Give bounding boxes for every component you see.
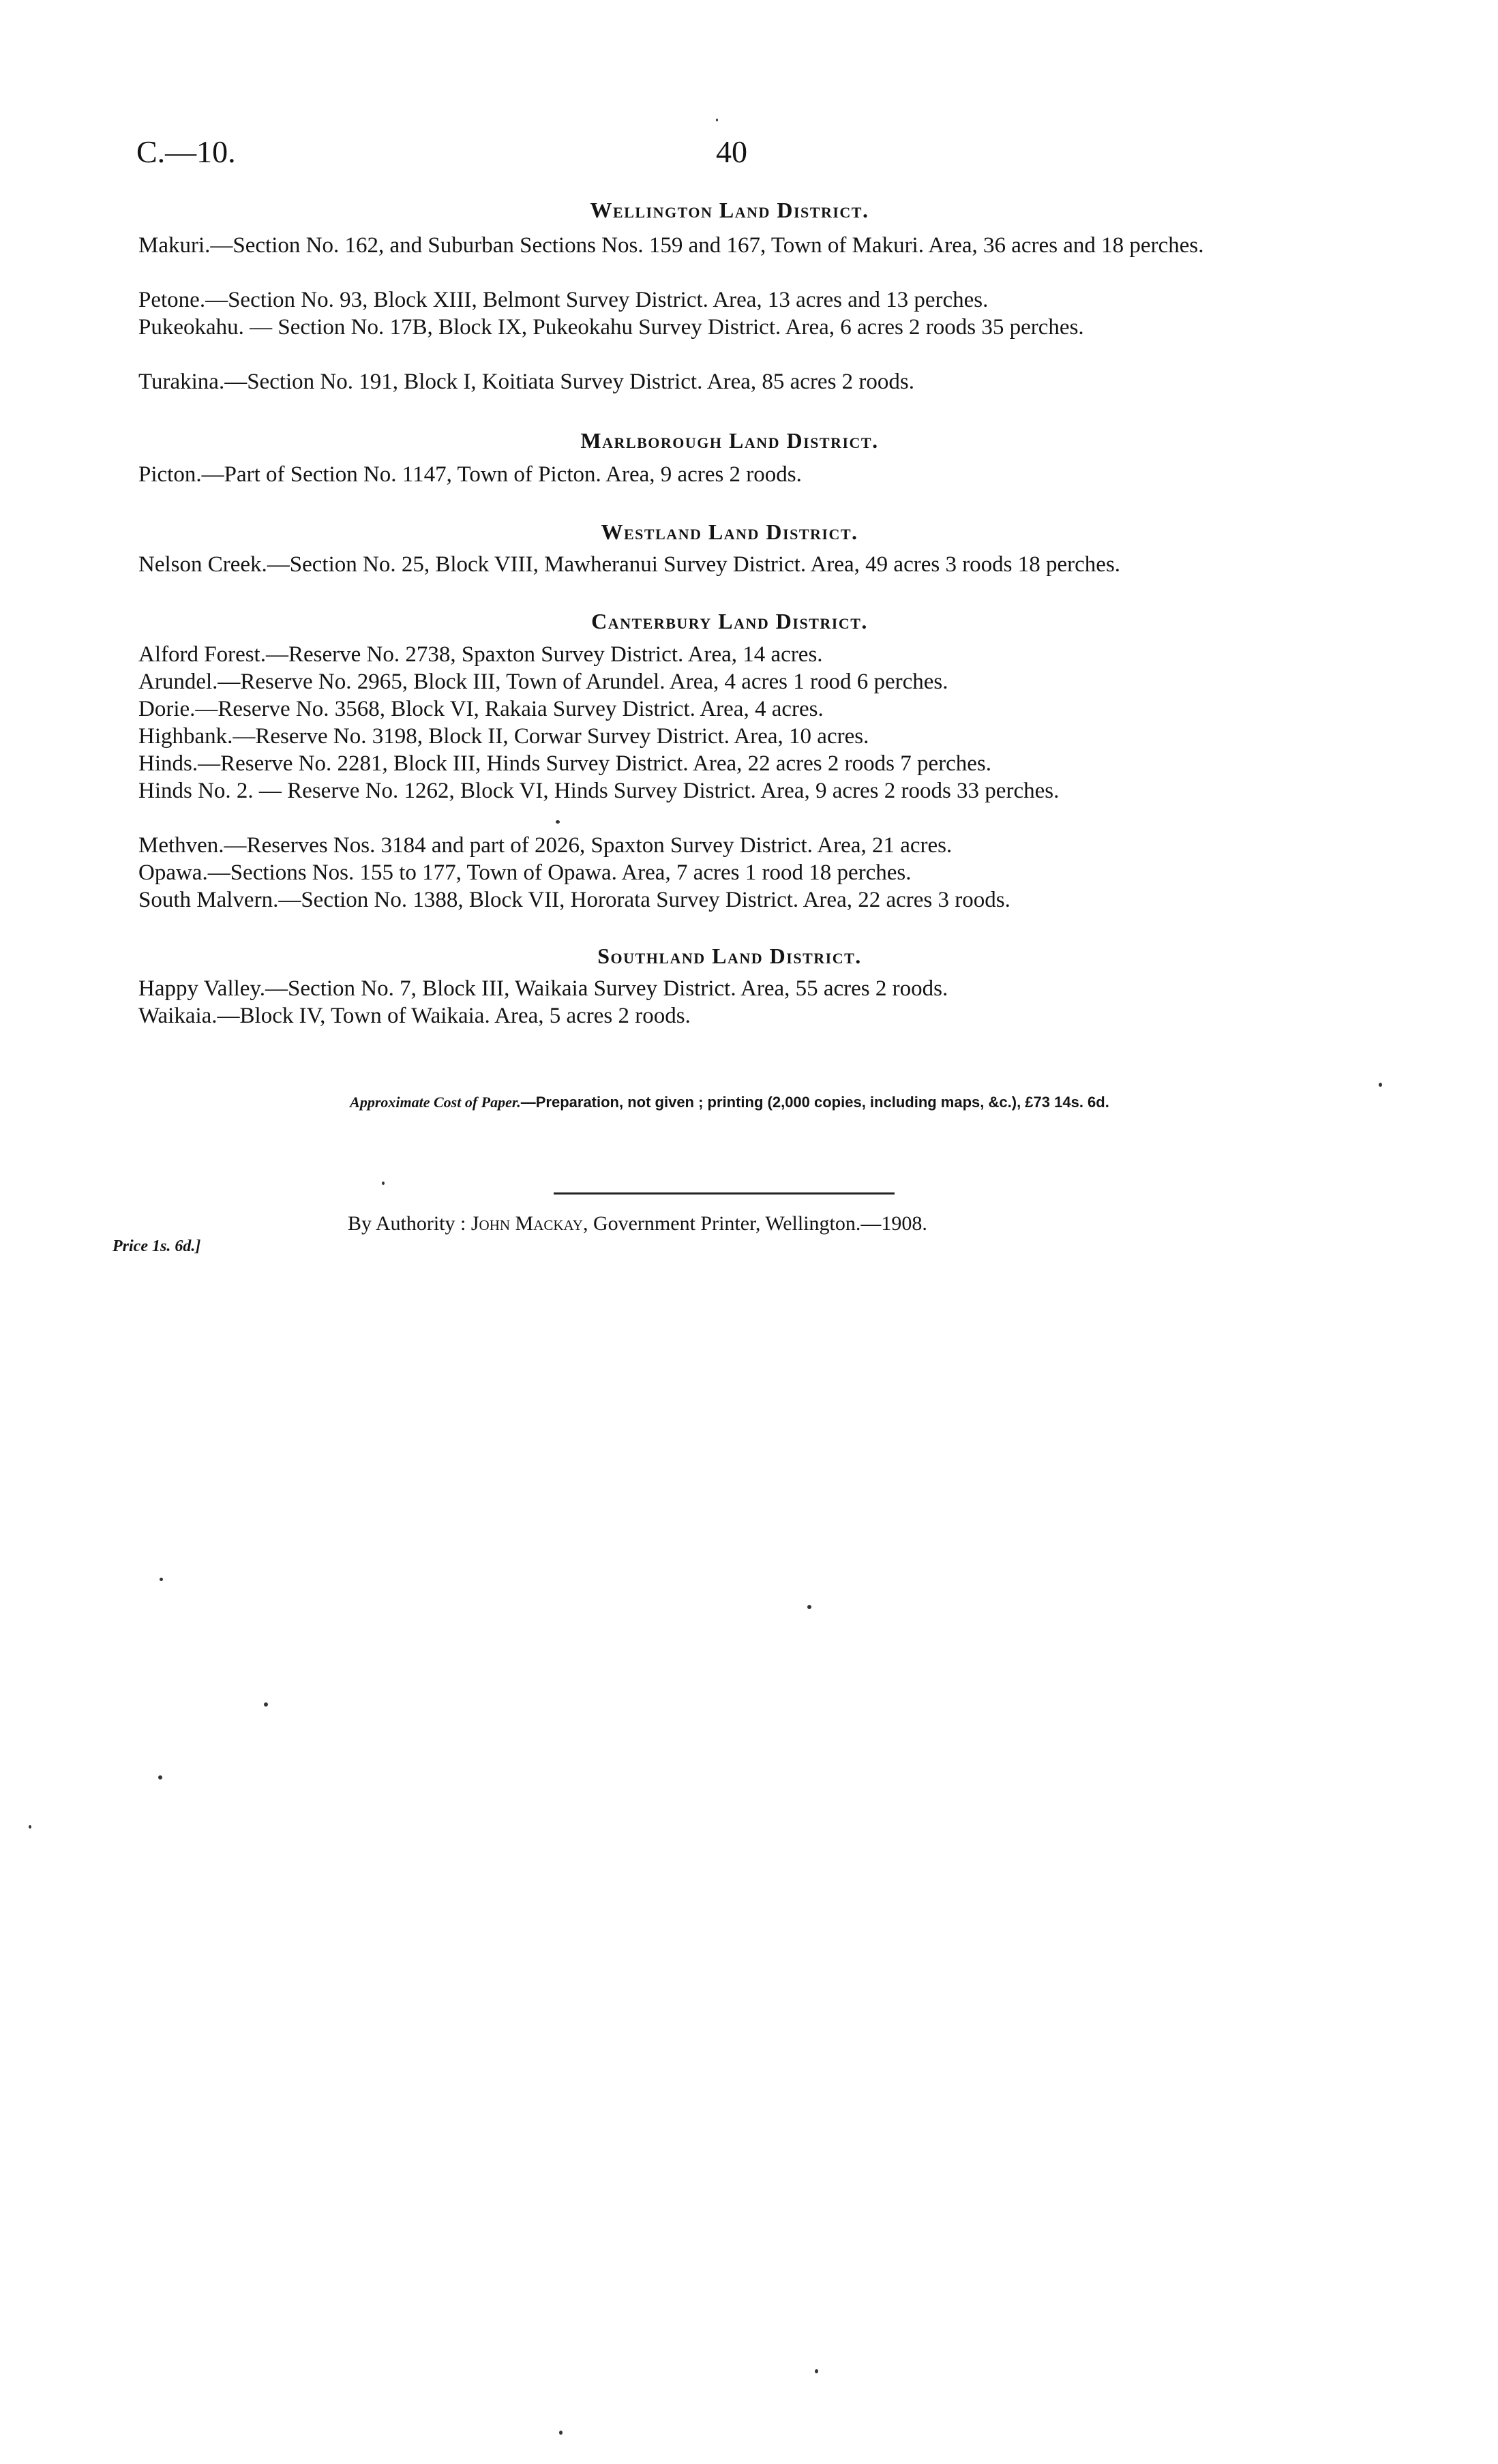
entry-south-malvern: South Malvern.—Section No. 1388, Block VII, Hororata Survey District. Area, 22 acres 3 roods. (138, 888, 1010, 912)
entry-hinds-no-2: Hinds No. 2. — Reserve No. 1262, Block VI, Hinds Survey District. Area, 9 acres 2 roods 33 perches. (138, 779, 1060, 803)
scan-speck (556, 820, 560, 824)
page-number: 40 (716, 134, 747, 169)
scan-speck (559, 2431, 563, 2435)
authority-suffix: Government Printer, Wellington.—1908. (593, 1212, 927, 1235)
section-title-westland: Westland Land District. (601, 520, 858, 544)
entry-methven: Methven.—Reserves Nos. 3184 and part of 2026, Spaxton Survey District. Area, 21 acres. (138, 833, 953, 858)
entry-makuri: Makuri.—Section No. 162, and Suburban Sections Nos. 159 and 167, Town of Makuri. Area, 36 acres and 18 perches. (138, 233, 1204, 258)
section-title-canterbury: Canterbury Land District. (591, 609, 868, 633)
entry-hinds: Hinds.—Reserve No. 2281, Block III, Hinds Survey District. Area, 22 acres 2 roods 7 perches. (138, 751, 991, 776)
scan-speck (158, 1775, 162, 1779)
page-header (0, 134, 1498, 175)
scan-speck (716, 119, 718, 121)
section-title-wellington: Wellington Land District. (590, 198, 869, 222)
entry-opawa: Opawa.—Sections Nos. 155 to 177, Town of Opawa. Area, 7 acres 1 rood 18 perches. (138, 860, 912, 885)
cost-text: —Preparation, not given ; printing (2,000 copies, including maps, &c.), £73 14s. 6d. (520, 1094, 1109, 1111)
printer-name: John Mackay, (470, 1212, 588, 1235)
scan-speck (29, 1825, 31, 1829)
entry-pukeokahu: Pukeokahu. — Section No. 17B, Block IX, Pukeokahu Survey District. Area, 6 acres 2 roods 35 perches. (138, 315, 1084, 340)
document-reference: C.—10. (136, 134, 236, 169)
section-title-southland: Southland Land District. (597, 944, 862, 968)
entry-dorie: Dorie.—Reserve No. 3568, Block VI, Rakaia Survey District. Area, 4 acres. (138, 697, 824, 721)
entry-petone: Petone.—Section No. 93, Block XIII, Belmont Survey District. Area, 13 acres and 13 perches. (138, 288, 989, 312)
divider-rule (554, 1192, 895, 1195)
scan-speck (264, 1702, 268, 1707)
entry-turakina: Turakina.—Section No. 191, Block I, Koitiata Survey District. Area, 85 acres 2 roods. (138, 370, 915, 394)
price-note: Price 1s. 6d.] (113, 1237, 201, 1255)
scan-speck (160, 1578, 163, 1581)
scan-speck (382, 1182, 385, 1185)
section-title-marlborough: Marlborough Land District. (580, 428, 879, 453)
entry-arundel: Arundel.—Reserve No. 2965, Block III, Town of Arundel. Area, 4 acres 1 rood 6 perches. (138, 670, 948, 694)
entry-nelson-creek: Nelson Creek.—Section No. 25, Block VIII, Mawheranui Survey District. Area, 49 acres 3 roods 18 perches. (138, 552, 1121, 577)
scan-speck (807, 1605, 811, 1609)
entry-highbank: Highbank.—Reserve No. 3198, Block II, Corwar Survey District. Area, 10 acres. (138, 724, 869, 749)
cost-label: Approximate Cost of Paper. (350, 1094, 521, 1111)
printer-imprint (348, 1212, 927, 1235)
authority-prefix: By Authority : (348, 1212, 466, 1235)
entry-picton: Picton.—Part of Section No. 1147, Town of Picton. Area, 9 acres 2 roods. (138, 462, 802, 487)
cost-of-paper-note (0, 1094, 1459, 1111)
entry-happy-valley: Happy Valley.—Section No. 7, Block III, Waikaia Survey District. Area, 55 acres 2 roods. (138, 976, 948, 1001)
scan-speck (1379, 1083, 1382, 1087)
entry-waikaia: Waikaia.—Block IV, Town of Waikaia. Area, 5 acres 2 roods. (138, 1004, 691, 1028)
entry-alford-forest: Alford Forest.—Reserve No. 2738, Spaxton Survey District. Area, 14 acres. (138, 642, 823, 667)
scan-speck (815, 2369, 818, 2373)
